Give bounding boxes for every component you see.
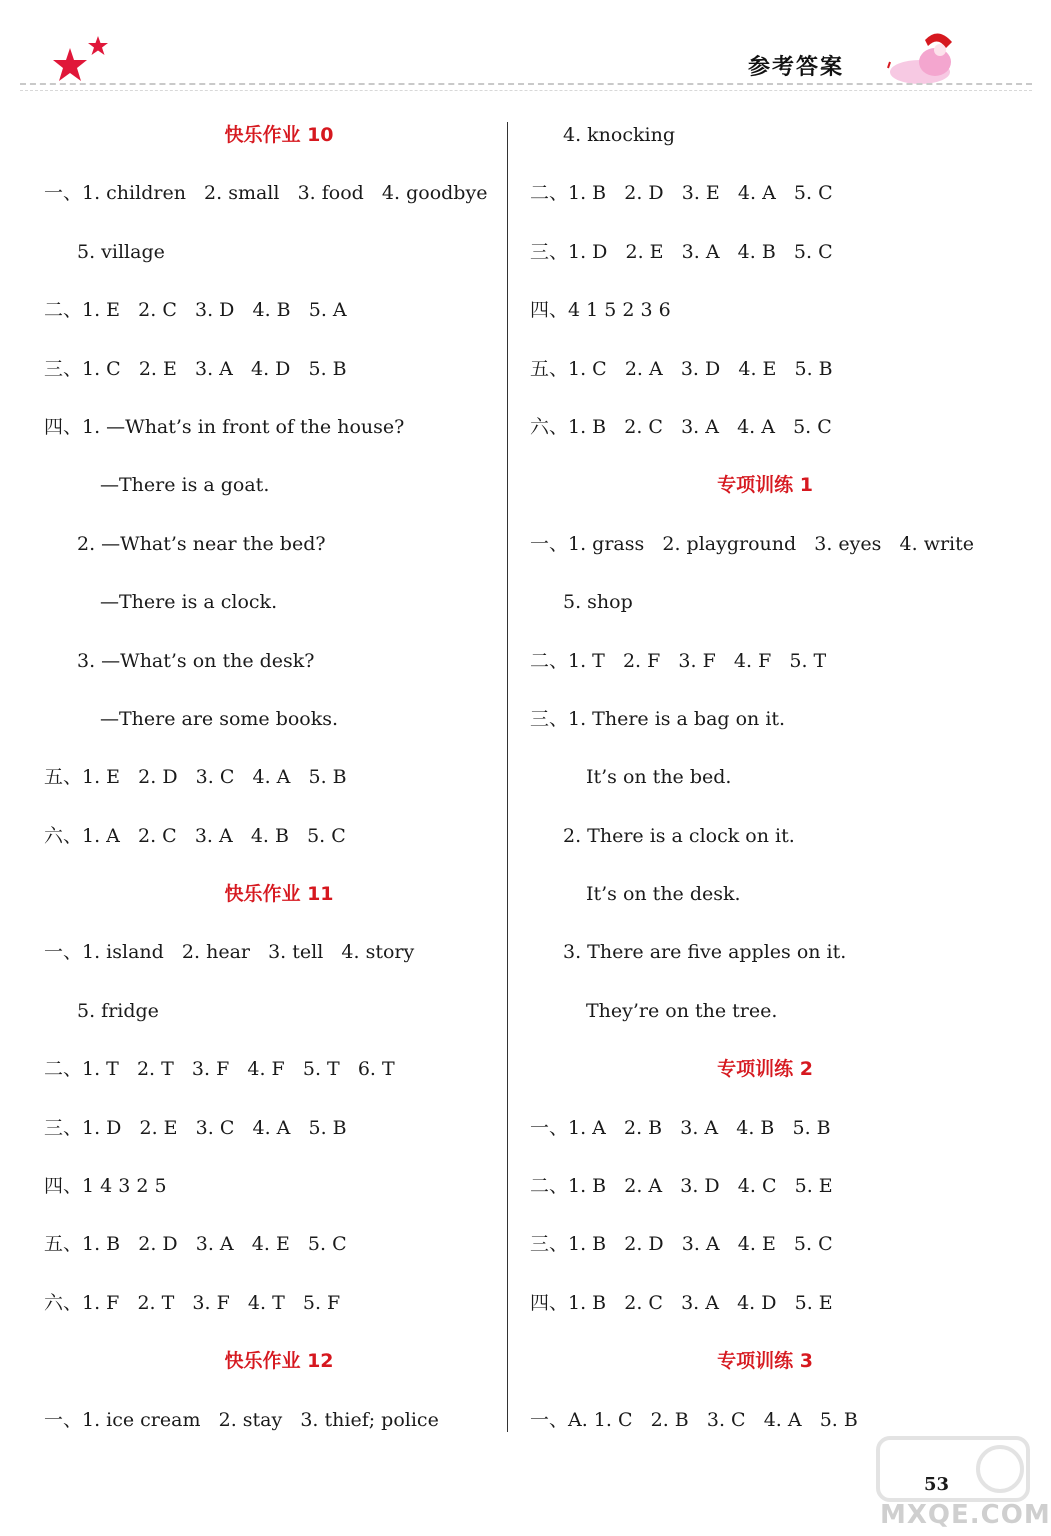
section-heading: 快乐作业 12 (224, 1350, 334, 1373)
answer-line: 二、1. E 2. C 3. D 4. B 5. A (44, 299, 347, 322)
answer-line: —There are some books. (100, 707, 339, 730)
answer-line: 5. shop (563, 591, 633, 614)
answer-line: 一、1. A 2. B 3. A 4. B 5. B (530, 1116, 831, 1139)
answer-line: 一、1. island 2. hear 3. tell 4. story (44, 941, 415, 964)
answer-line: 5. village (77, 240, 165, 263)
answer-line: It’s on the desk. (586, 883, 741, 906)
answer-line: 一、1. grass 2. playground 3. eyes 4. write (530, 532, 974, 555)
answer-line: 三、1. D 2. E 3. A 4. B 5. C (530, 240, 833, 263)
answer-line: —There is a clock. (100, 591, 278, 614)
section-heading: 专项训练 1 (717, 474, 813, 497)
answer-line: 六、1. A 2. C 3. A 4. B 5. C (44, 824, 346, 847)
answer-line: 一、A. 1. C 2. B 3. C 4. A 5. B (530, 1408, 858, 1431)
watermark-text: MXQE.COM (880, 1500, 1051, 1530)
answer-line: 一、1. ice cream 2. stay 3. thief; police (44, 1408, 439, 1431)
answer-line: 二、1. T 2. T 3. F 4. F 5. T 6. T (44, 1058, 395, 1081)
answer-line: 2. —What’s near the bed? (77, 532, 326, 555)
answer-line: 2. There is a clock on it. (563, 824, 795, 847)
answer-line: 5. fridge (77, 999, 159, 1022)
left-column (44, 106, 514, 1449)
right-column (530, 106, 1000, 1449)
answer-line: 五、1. C 2. A 3. D 4. E 5. B (530, 357, 833, 380)
answer-line: 4. knocking (563, 124, 675, 146)
answer-line: 二、1. T 2. F 3. F 4. F 5. T (530, 649, 827, 672)
section-heading: 快乐作业 10 (224, 124, 334, 146)
answer-line: 四、1. —What’s in front of the house? (44, 415, 405, 438)
answer-line: 三、1. D 2. E 3. C 4. A 5. B (44, 1116, 347, 1139)
header-rule-secondary (20, 90, 1032, 91)
answer-line: 3. —What’s on the desk? (77, 649, 315, 672)
answer-line: 六、1. F 2. T 3. F 4. T 5. F (44, 1291, 341, 1314)
answer-line: 三、1. B 2. D 3. A 4. E 5. C (530, 1233, 833, 1256)
answer-line: 3. There are five apples on it. (563, 941, 847, 964)
girl-illustration-icon (880, 22, 970, 92)
answer-line: 三、1. There is a bag on it. (530, 707, 786, 730)
stars-decoration-icon (48, 30, 118, 85)
section-heading: 快乐作业 11 (224, 883, 334, 906)
page-number: 53 (924, 1474, 950, 1495)
answer-line: 五、1. E 2. D 3. C 4. A 5. B (44, 766, 347, 789)
answer-line: 三、1. C 2. E 3. A 4. D 5. B (44, 357, 347, 380)
section-heading: 专项训练 3 (717, 1350, 813, 1373)
answer-line: It’s on the bed. (586, 766, 732, 789)
answer-line: 四、1 4 3 2 5 (44, 1175, 167, 1198)
answer-line: 六、1. B 2. C 3. A 4. A 5. C (530, 415, 832, 438)
header-title: 参考答案 (748, 55, 845, 80)
header-rule (20, 83, 1032, 85)
answer-line: 五、1. B 2. D 3. A 4. E 5. C (44, 1233, 347, 1256)
answer-line: —There is a goat. (100, 474, 270, 497)
answer-line: 四、1. B 2. C 3. A 4. D 5. E (530, 1291, 833, 1314)
section-heading: 专项训练 2 (717, 1058, 813, 1081)
answer-line: 二、1. B 2. A 3. D 4. C 5. E (530, 1175, 833, 1198)
answer-line: 一、1. children 2. small 3. food 4. goodbye (44, 182, 488, 205)
answer-line: 二、1. B 2. D 3. E 4. A 5. C (530, 182, 833, 205)
page-header (0, 0, 1051, 100)
answer-line: 四、4 1 5 2 3 6 (530, 299, 671, 322)
answer-line: They’re on the tree. (586, 999, 778, 1022)
